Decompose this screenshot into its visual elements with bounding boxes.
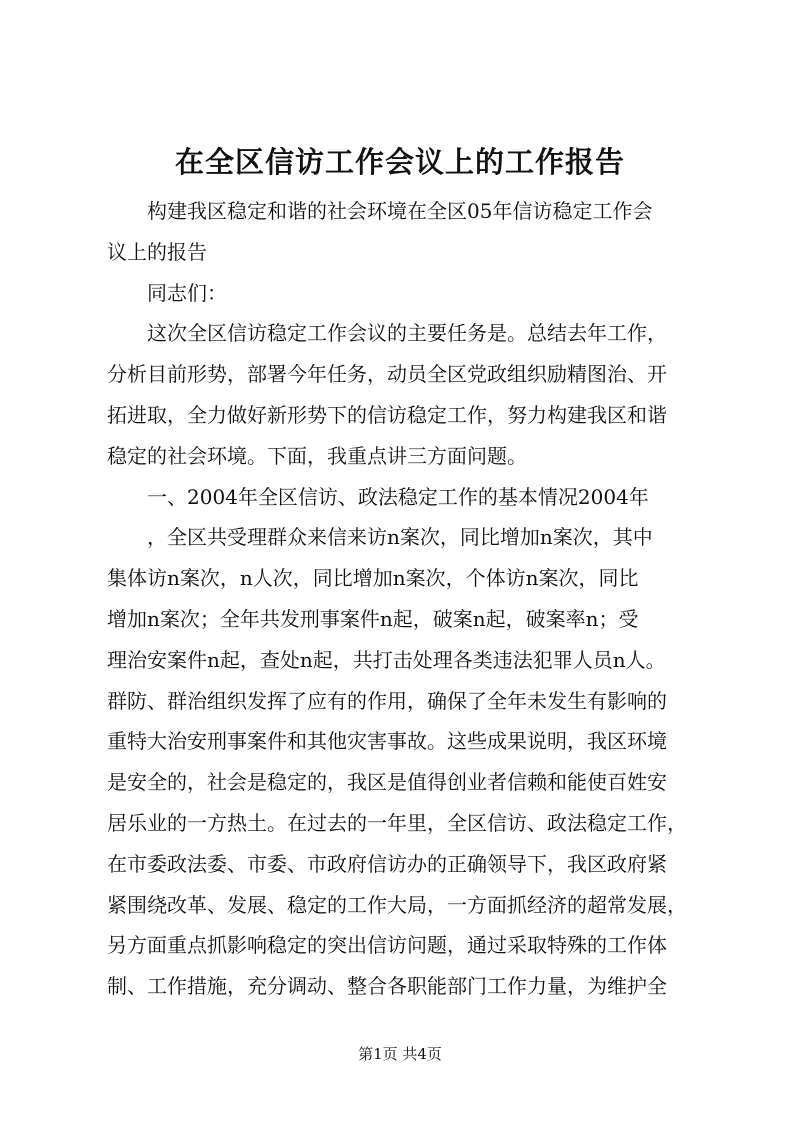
paragraph-line: 集体访n案次，n人次，同比增加n案次，个体访n案次，同比 [107, 566, 639, 591]
paragraph-line: 增加n案次；全年共发刑事案件n起，破案n起，破案率n；受 [107, 606, 639, 631]
paragraph-line: 重特大治安刑事案件和其他灾害事故。这些成果说明，我区环境 [107, 729, 667, 754]
paragraph-line: 居乐业的一方热土。在过去的一年里，全区信访、政法稳定工作， [107, 810, 687, 835]
paragraph-line: 另方面重点抓影响稳定的突出信访问题，通过采取特殊的工作体 [107, 933, 667, 958]
document-body [107, 191, 697, 1007]
paragraph-line: 拓进取，全力做好新形势下的信访稳定工作，努力构建我区和谐 [107, 402, 667, 427]
paragraph-line: ，全区共受理群众来信来访n案次，同比增加n案次，其中 [147, 525, 653, 550]
paragraph-line: 分析目前形势，部署今年任务，动员全区党政组织励精图治、开 [107, 362, 667, 387]
paragraph-line: 群防、群治组织发挥了应有的作用，确保了全年未发生有影响的 [107, 688, 667, 713]
paragraph-line: 同志们： [147, 280, 227, 305]
paragraph-line: 紧围绕改革、发展、稳定的工作大局，一方面抓经济的超常发展， [107, 892, 687, 917]
paragraph-line: 在市委政法委、市委、市政府信访办的正确领导下，我区政府紧 [107, 851, 667, 876]
paragraph-line: 构建我区稳定和谐的社会环境在全区05年信访稳定工作会 [147, 199, 653, 223]
paragraph-line: 稳定的社会环境。下面，我重点讲三方面问题。 [107, 443, 527, 468]
page-number-footer: 第1页 共4页 [358, 1045, 442, 1063]
paragraph-line: 这次全区信访稳定工作会议的主要任务是。总结去年工作， [147, 321, 667, 346]
paragraph-line: 制、工作措施，充分调动、整合各职能部门工作力量，为维护全 [107, 974, 667, 999]
paragraph-line: 理治安案件n起，查处n起，共打击处理各类违法犯罪人员n人。 [107, 647, 666, 672]
paragraph-line: 是安全的，社会是稳定的，我区是值得创业者信赖和能使百姓安 [107, 770, 667, 795]
paragraph-line: 议上的报告 [107, 239, 207, 264]
document-title: 在全区信访工作会议上的工作报告 [174, 145, 625, 179]
paragraph-line: 一、2004年全区信访、政法稳定工作的基本情况2004年 [147, 484, 649, 509]
